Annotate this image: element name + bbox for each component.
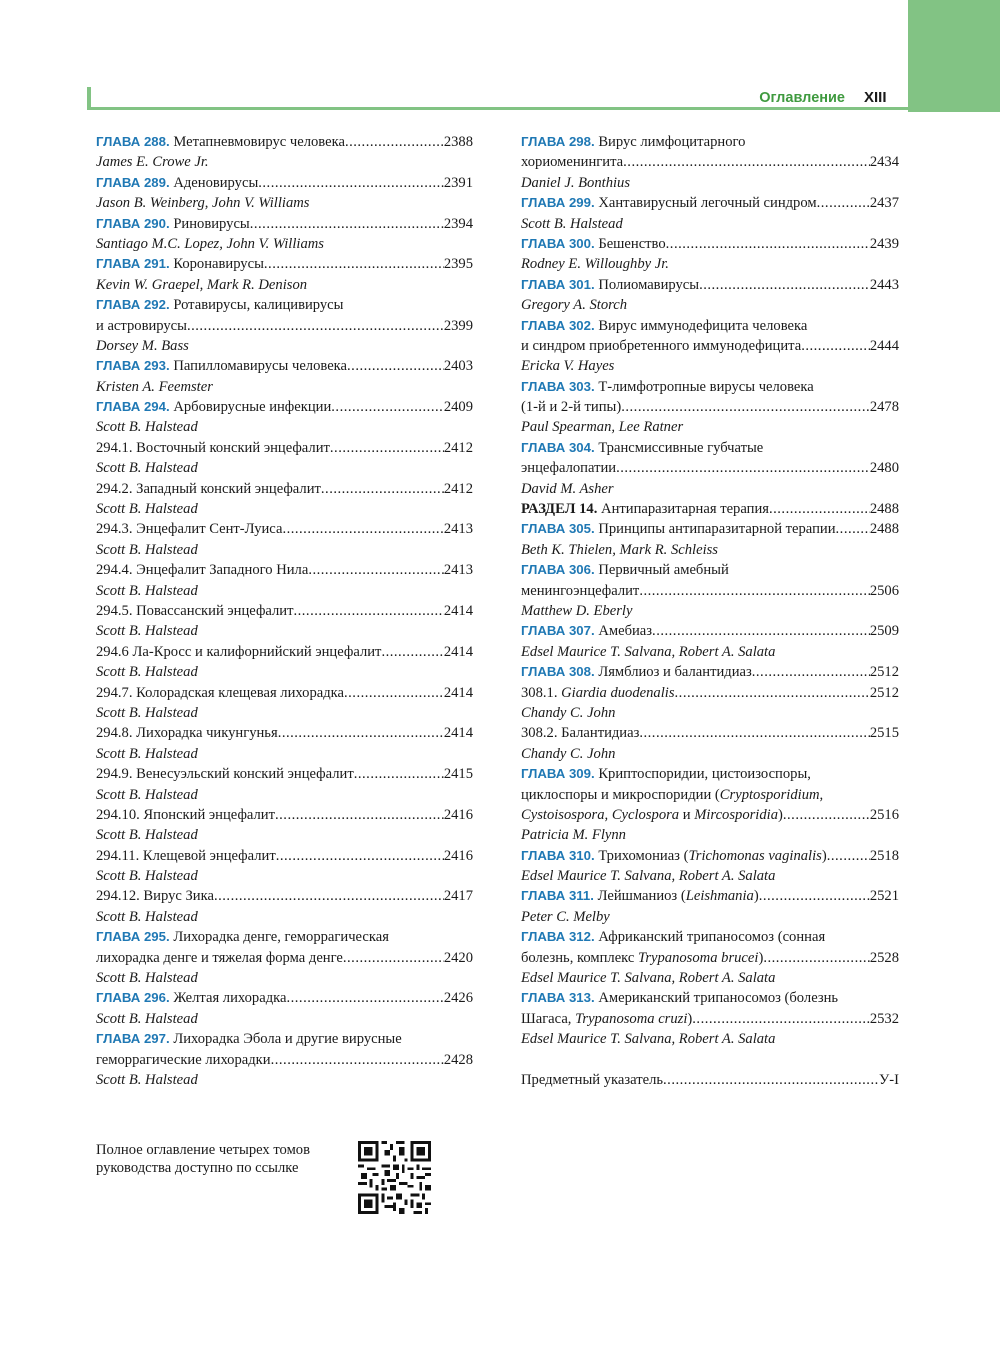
toc-entry[interactable]: ГЛАВА 304. Трансмиссивные губчатые: [521, 439, 764, 456]
toc-entry[interactable]: ГЛАВА 288. Метапневмовирус человека ..... 2388: [96, 132, 473, 152]
toc-entry[interactable]: ГЛАВА 302. Вирус иммунодефицита человека: [521, 317, 808, 334]
toc-author: Paul Spearman, Lee Ratner: [521, 419, 684, 436]
toc-author: Patricia M. Flynn: [521, 827, 626, 844]
toc-entry[interactable]: ГЛАВА 309. Криптоспоридии, цистоизоспоры,: [521, 766, 811, 783]
spacer: [521, 1050, 899, 1070]
toc-entry-cont[interactable]: и синдром приобретенного иммунодефицита ..... 2444: [521, 336, 899, 356]
toc-author: Beth K. Thielen, Mark R. Schleiss: [521, 541, 718, 558]
toc-entry[interactable]: ГЛАВА 289. Аденовирусы ..... 2391: [96, 173, 473, 193]
toc-entry[interactable]: ГЛАВА 293. Папилломавирусы человека ..... 2403: [96, 356, 473, 376]
toc-subentry[interactable]: 308.2. Балантидиаз ..... 2515: [521, 723, 899, 743]
toc-subentry[interactable]: 294.9. Венесуэльский конский энцефалит ..... 2415: [96, 764, 473, 784]
toc-author: Scott B. Halstead: [96, 1010, 198, 1027]
toc-author: Scott B. Halstead: [96, 827, 198, 844]
toc-subentry[interactable]: 308.1. Giardia duodenalis ..... 2512: [521, 683, 899, 703]
toc-author: Scott B. Halstead: [96, 460, 198, 477]
toc-author: Peter C. Melby: [521, 908, 610, 925]
toc-entry-cont[interactable]: (1-й и 2-й типы) ..... 2478: [521, 397, 899, 417]
toc-index-entry[interactable]: Предметный указатель ..... У-I: [521, 1070, 899, 1090]
toc-author: Edsel Maurice T. Salvana, Robert A. Salata: [521, 1031, 776, 1048]
toc-author: Ericka V. Hayes: [521, 358, 615, 375]
toc-author: Scott B. Halstead: [96, 1071, 198, 1088]
toc-entry[interactable]: ГЛАВА 297. Лихорадка Эбола и другие вирусные: [96, 1031, 402, 1048]
toc-entry[interactable]: ГЛАВА 294. Арбовирусные инфекции ..... 2409: [96, 397, 473, 417]
toc-entry-cont[interactable]: и астровирусы ..... 2399: [96, 316, 473, 336]
toc-entry[interactable]: ГЛАВА 313. Американский трипаносомоз (болезнь: [521, 990, 839, 1007]
toc-entry[interactable]: ГЛАВА 305. Принципы антипаразитарной терапии ..... 2488: [521, 519, 899, 539]
toc-entry[interactable]: ГЛАВА 306. Первичный амебный: [521, 562, 729, 579]
toc-author: Scott B. Halstead: [96, 541, 198, 558]
toc-subentry[interactable]: 294.3. Энцефалит Сент-Луиса ..... 2413: [96, 519, 473, 539]
qr-caption-line: Полное оглавление четырех томов: [96, 1142, 310, 1158]
toc-right-column: [521, 132, 899, 1090]
toc-author: Scott B. Halstead: [96, 908, 198, 925]
toc-author: Gregory A. Storch: [521, 297, 628, 314]
toc-entry[interactable]: ГЛАВА 307. Амебиаз ..... 2509: [521, 621, 899, 641]
toc-author: Scott B. Halstead: [96, 704, 198, 721]
toc-author: Daniel J. Bonthius: [521, 174, 631, 191]
header-rule-vertical: [87, 87, 91, 109]
toc-entry[interactable]: ГЛАВА 298. Вирус лимфоцитарного: [521, 134, 746, 150]
toc-entry[interactable]: ГЛАВА 295. Лихорадка денге, геморрагическая: [96, 929, 389, 946]
toc-author: Scott B. Halstead: [96, 868, 198, 885]
toc-subentry[interactable]: 294.5. Повассанский энцефалит ..... 2414: [96, 601, 473, 621]
toc-entry-cont[interactable]: менингоэнцефалит ..... 2506: [521, 581, 899, 601]
header-rule: [87, 107, 908, 110]
toc-entry[interactable]: ГЛАВА 303. Т-лимфотропные вирусы человека: [521, 378, 814, 395]
toc-entry[interactable]: ГЛАВА 290. Риновирусы ..... 2394: [96, 214, 473, 234]
toc-author: Scott B. Halstead: [96, 786, 198, 803]
toc-author: Edsel Maurice T. Salvana, Robert A. Salata: [521, 868, 776, 885]
toc-entry-cont[interactable]: хориоменингита ..... 2434: [521, 152, 899, 172]
toc-subentry[interactable]: 294.2. Западный конский энцефалит ..... 2412: [96, 479, 473, 499]
toc-author: Scott B. Halstead: [96, 745, 198, 762]
toc-entry[interactable]: ГЛАВА 300. Бешенство ..... 2439: [521, 234, 899, 254]
toc-entry-cont[interactable]: Cystoisospora, Cyclospora и Mircosporidia) ..... 2516: [521, 805, 899, 825]
running-head-title: Оглавление: [759, 90, 845, 106]
page-number: XIII: [864, 89, 887, 106]
qr-code-icon[interactable]: [358, 1141, 431, 1214]
toc-subentry[interactable]: 294.10. Японский энцефалит ..... 2416: [96, 805, 473, 825]
toc-author: Chandy C. John: [521, 704, 616, 721]
toc-author: Edsel Maurice T. Salvana, Robert A. Salata: [521, 970, 776, 987]
toc-author: Jason B. Weinberg, John V. Williams: [96, 195, 310, 212]
toc-author: Scott B. Halstead: [96, 501, 198, 518]
toc-entry-cont[interactable]: болезнь, комплекс Trypanosoma brucei) ..... 2528: [521, 948, 899, 968]
green-corner-tab: [908, 0, 1000, 112]
toc-author: David M. Asher: [521, 480, 614, 497]
toc-author: Kevin W. Graepel, Mark R. Denison: [96, 276, 308, 293]
qr-caption-line: руководства доступно по ссылке: [96, 1160, 299, 1176]
toc-entry[interactable]: ГЛАВА 310. Трихомониаз (Trichomonas vaginalis) ..... 2518: [521, 846, 899, 866]
toc-entry[interactable]: ГЛАВА 296. Желтая лихорадка ..... 2426: [96, 988, 473, 1008]
toc-subentry[interactable]: 294.1. Восточный конский энцефалит ..... 2412: [96, 438, 473, 458]
toc-author: James E. Crowe Jr.: [96, 154, 209, 171]
toc-entry-cont[interactable]: Шагаса, Trypanosoma cruzi) ..... 2532: [521, 1009, 899, 1029]
toc-subentry[interactable]: 294.11. Клещевой энцефалит ..... 2416: [96, 846, 473, 866]
qr-caption: [96, 1141, 346, 1177]
toc-author: Scott B. Halstead: [96, 419, 198, 436]
toc-entry[interactable]: ГЛАВА 291. Коронавирусы ..... 2395: [96, 254, 473, 274]
toc-entry[interactable]: ГЛАВА 311. Лейшманиоз (Leishmania) ..... 2521: [521, 886, 899, 906]
toc-author: Dorsey M. Bass: [96, 337, 189, 354]
toc-author: Rodney E. Willoughby Jr.: [521, 256, 669, 273]
toc-author: Scott B. Halstead: [96, 970, 198, 987]
toc-author: Scott B. Halstead: [96, 623, 198, 640]
toc-entry[interactable]: ГЛАВА 299. Хантавирусный легочный синдром ..... 2437: [521, 193, 899, 213]
toc-author: Santiago M.C. Lopez, John V. Williams: [96, 235, 324, 252]
toc-author: Scott B. Halstead: [96, 582, 198, 599]
toc-entry[interactable]: ГЛАВА 292. Ротавирусы, калицивирусы: [96, 297, 344, 314]
toc-author: Edsel Maurice T. Salvana, Robert A. Salata: [521, 643, 776, 660]
toc-author: Scott B. Halstead: [96, 664, 198, 681]
toc-author: Chandy C. John: [521, 745, 616, 762]
toc-subentry[interactable]: 294.8. Лихорадка чикунгунья ..... 2414: [96, 723, 473, 743]
toc-subentry[interactable]: 294.4. Энцефалит Западного Нила ..... 2413: [96, 560, 473, 580]
toc-author: Matthew D. Eberly: [521, 602, 633, 619]
toc-entry-cont[interactable]: геморрагические лихорадки ..... 2428: [96, 1050, 473, 1070]
toc-subentry[interactable]: 294.12. Вирус Зика ..... 2417: [96, 886, 473, 906]
toc-entry-cont[interactable]: лихорадка денге и тяжелая форма денге ..... 2420: [96, 948, 473, 968]
toc-left-column: [96, 132, 473, 1090]
toc-entry[interactable]: ГЛАВА 301. Полиомавирусы ..... 2443: [521, 275, 899, 295]
toc-entry[interactable]: ГЛАВА 308. Лямблиоз и балантидиаз ..... 2512: [521, 662, 899, 682]
toc-author: Kristen A. Feemster: [96, 378, 213, 395]
toc-entry-cont[interactable]: циклоспоры и микроспоридии (Cryptosporidium,: [521, 786, 824, 803]
toc-section[interactable]: РАЗДЕЛ 14. Антипаразитарная терапия ..... 2488: [521, 499, 899, 519]
toc-entry-cont[interactable]: энцефалопатии ..... 2480: [521, 458, 899, 478]
toc-author: Scott B. Halstead: [521, 215, 623, 232]
toc-subentry[interactable]: 294.7. Колорадская клещевая лихорадка ..... 2414: [96, 683, 473, 703]
toc-entry[interactable]: ГЛАВА 312. Африканский трипаносомоз (сонная: [521, 929, 826, 946]
toc-subentry[interactable]: 294.6 Ла-Кросс и калифорнийский энцефалит ..... 2414: [96, 642, 473, 662]
